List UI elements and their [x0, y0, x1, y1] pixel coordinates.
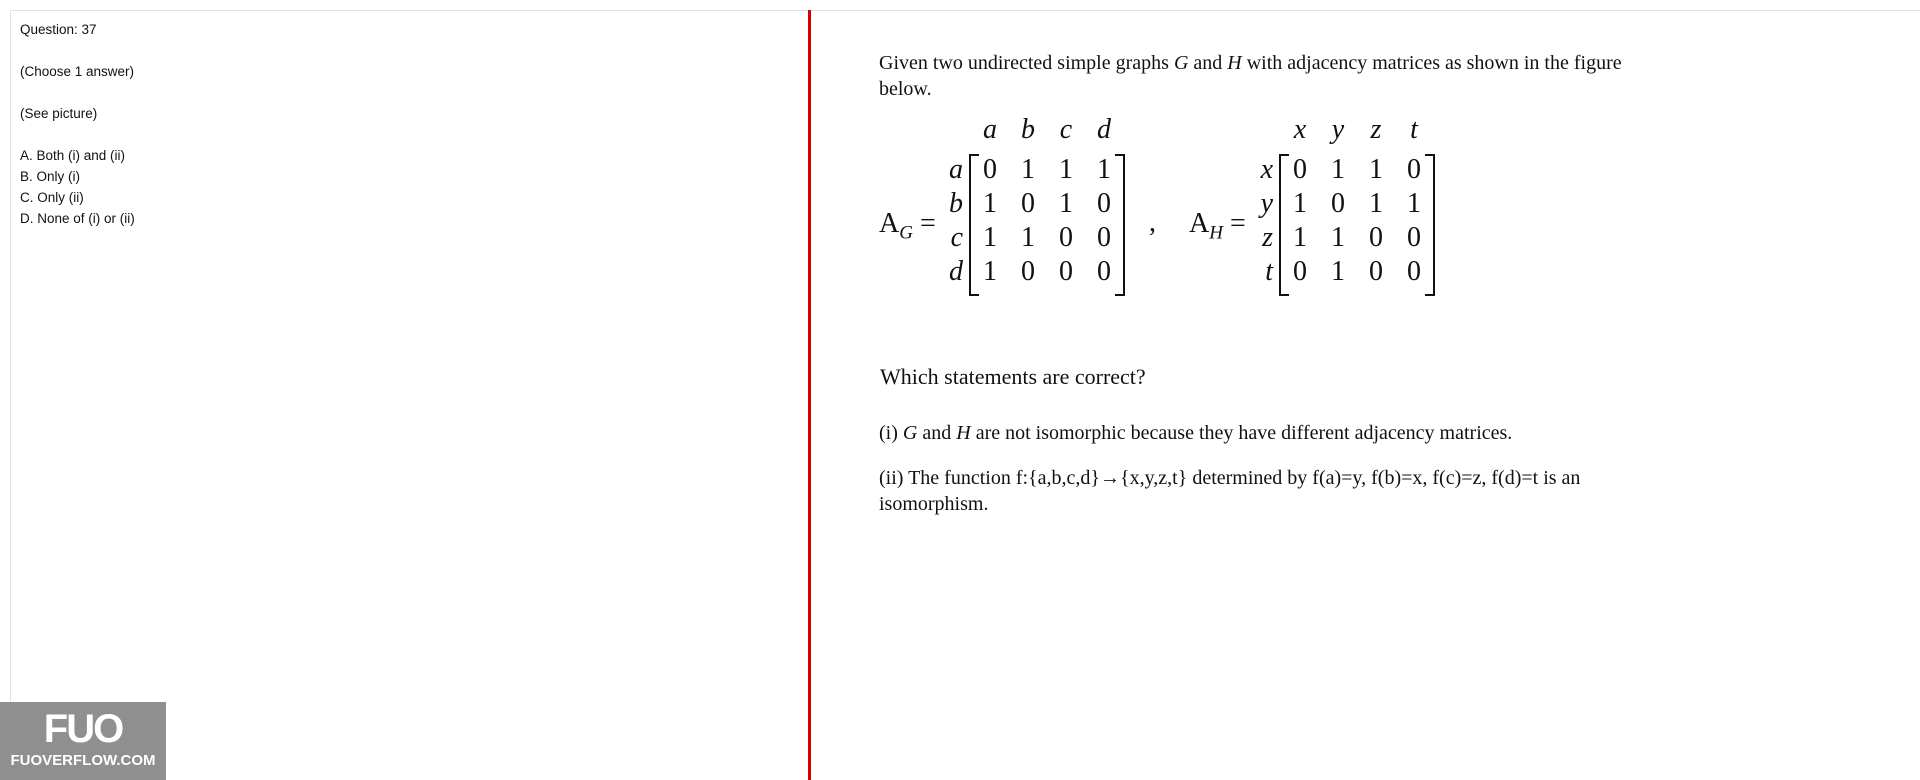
matrix-cell: 1 — [1021, 154, 1035, 185]
intro-part-2: with adjacency matrices as shown in the figure below. — [879, 52, 1622, 100]
matrix-cell: 0 — [1059, 222, 1073, 253]
intro-part-1: Given two undirected simple graphs — [879, 52, 1174, 74]
matrix-cell: 0 — [1407, 222, 1421, 253]
matrix-cell: 1 — [1331, 256, 1345, 287]
matrix-name: A — [879, 208, 900, 239]
matrix-cell: 1 — [1059, 188, 1073, 219]
top-border — [10, 10, 1920, 11]
column-header: d — [1097, 114, 1111, 145]
matrix-cell: 0 — [1293, 154, 1307, 185]
graph-g-symbol: G — [1173, 52, 1189, 74]
statement-ii: (ii) The function f:{a,b,c,d}→{x,y,z,t} determined by f(a)=y, f(b)=x, f(c)=z, f(d)=t is an isomorphism. — [879, 467, 1581, 515]
matrix-name: A — [1189, 208, 1210, 239]
matrix-ah — [1189, 112, 1479, 302]
matrix-cell: 0 — [1097, 256, 1111, 287]
watermark-logo — [0, 702, 166, 780]
equals-sign: = — [912, 208, 936, 239]
matrix-subscript: G — [899, 222, 913, 244]
answer-option-b[interactable]: B. Only (i) — [20, 169, 81, 184]
column-header: c — [1059, 114, 1073, 145]
matrix-cell: 0 — [983, 154, 997, 185]
column-header: t — [1410, 114, 1418, 145]
watermark-logo-text: FUO — [43, 707, 123, 751]
see-picture-note: (See picture) — [20, 106, 98, 121]
stmt-i-g: G — [902, 422, 918, 444]
matrix-cell: 1 — [1059, 154, 1073, 185]
matrix-cell: 1 — [1331, 222, 1345, 253]
matrix-label-1 — [1189, 208, 1246, 245]
stmt-i-h: H — [956, 422, 971, 444]
matrix-separator: , — [1149, 207, 1156, 238]
column-header: b — [1021, 114, 1035, 145]
panel-divider — [808, 10, 811, 780]
left-border — [10, 10, 11, 780]
question-instruction: (Choose 1 answer) — [20, 64, 135, 79]
matrix-ag — [879, 112, 1169, 302]
matrix-cell: 0 — [1369, 222, 1383, 253]
stmt-i-prefix: (i) — [879, 422, 903, 444]
matrix-right-bracket — [1425, 154, 1435, 296]
answer-option-c[interactable]: C. Only (ii) — [20, 190, 84, 205]
matrix-cell: 1 — [1331, 154, 1345, 185]
matrix-cell: 0 — [1293, 256, 1307, 287]
row-header: a — [949, 154, 963, 185]
matrix-cell: 0 — [1331, 188, 1345, 219]
matrix-cell: 1 — [983, 256, 997, 287]
matrix-cell: 1 — [983, 188, 997, 219]
matrix-label-0 — [879, 208, 936, 245]
answer-option-d[interactable]: D. None of (i) or (ii) — [20, 211, 135, 226]
matrix-cell: 1 — [1293, 222, 1307, 253]
equals-sign: = — [1222, 208, 1246, 239]
matrix-cell: 1 — [1021, 222, 1035, 253]
matrix-cell: 1 — [1407, 188, 1421, 219]
stmt-i-and: and — [917, 422, 957, 444]
stmt-i-rest: are not isomorphic because they have different adjacency matrices. — [970, 422, 1513, 444]
question-panel — [20, 19, 780, 229]
matrix-subscript: H — [1209, 222, 1223, 244]
matrix-cell: 1 — [1369, 188, 1383, 219]
row-header: y — [1260, 188, 1273, 219]
question-image — [879, 50, 1639, 102]
matrix-cell: 0 — [1059, 256, 1073, 287]
matrix-left-bracket — [1279, 154, 1289, 296]
matrix-cell: 0 — [1021, 256, 1035, 287]
matrix-cell: 1 — [1369, 154, 1383, 185]
row-header: d — [949, 256, 963, 287]
intro-and: and — [1188, 52, 1228, 74]
matrix-cell: 0 — [1097, 188, 1111, 219]
adjacency-matrices — [879, 112, 1479, 302]
question-number: Question: 37 — [20, 22, 97, 37]
matrix-left-bracket — [969, 154, 979, 296]
matrix-cell: 1 — [1293, 188, 1307, 219]
column-header: a — [983, 114, 997, 145]
prompt-text: Which statements are correct? — [880, 364, 1146, 389]
row-header: t — [1265, 256, 1273, 287]
row-header: b — [949, 188, 963, 219]
statement-i — [879, 420, 1639, 446]
row-header: z — [1262, 222, 1273, 253]
intro-text — [879, 50, 1639, 102]
matrix-cell: 0 — [1021, 188, 1035, 219]
matrix-cell: 1 — [1097, 154, 1111, 185]
column-header: x — [1293, 114, 1307, 145]
column-header: y — [1331, 114, 1345, 145]
matrix-cell: 0 — [1369, 256, 1383, 287]
matrix-cell: 0 — [1407, 154, 1421, 185]
row-header: c — [950, 222, 963, 253]
column-header: z — [1370, 114, 1382, 145]
watermark-site: FUOVERFLOW.COM — [10, 752, 156, 769]
matrix-right-bracket — [1115, 154, 1125, 296]
matrix-cell: 1 — [983, 222, 997, 253]
answer-option-a[interactable]: A. Both (i) and (ii) — [20, 148, 126, 163]
matrix-cell: 0 — [1407, 256, 1421, 287]
row-header: x — [1260, 154, 1273, 185]
graph-h-symbol: H — [1227, 52, 1242, 74]
matrix-cell: 0 — [1097, 222, 1111, 253]
